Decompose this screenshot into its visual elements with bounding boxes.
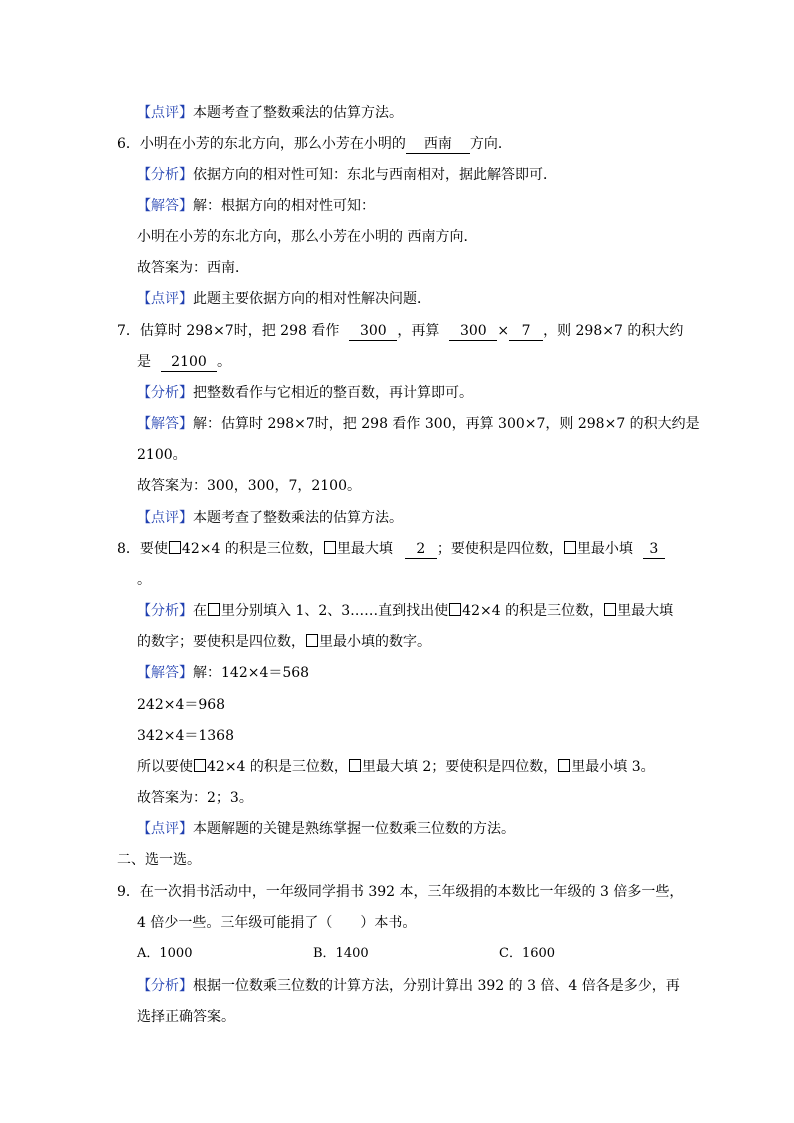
q7-answer-line2: 2100。 <box>137 447 187 463</box>
option-b: B．1400 <box>313 946 369 961</box>
q9-analysis-line2: 选择正确答案。 <box>137 1009 235 1025</box>
answer-blank: 300 <box>449 322 497 341</box>
blank-box-icon <box>169 541 181 554</box>
question-9: 9．在一次捐书活动中，一年级同学捐书 392 本，三年级捐的本数比一年级的 3 倍多一些， <box>117 884 684 900</box>
blank-box-icon <box>208 603 220 616</box>
q8-comment: 【点评】本题解题的关键是熟练掌握一位数乘三位数的方法。 <box>137 821 515 837</box>
blank-box-icon <box>558 759 570 772</box>
analysis-tag: 【分析】 <box>137 167 193 183</box>
q6-analysis: 【分析】依据方向的相对性可知：东北与西南相对，据此解答即可． <box>137 167 557 183</box>
blank-box-icon <box>604 603 616 616</box>
comment-tag: 【点评】 <box>137 510 193 526</box>
question-7: 7．估算时 298×7时，把 298 看作 300 ，再算 300 × 7 ，则 298×7 的积大约 <box>117 323 684 339</box>
blank-box-icon <box>194 759 206 772</box>
q8-analysis-line2: 的数字；要使积是四位数， 里最小填的数字。 <box>137 634 431 650</box>
q6-final-answer: 故答案为：西南． <box>137 260 249 276</box>
answer-tag: 【解答】 <box>137 198 193 214</box>
analysis-tag: 【分析】 <box>137 603 193 619</box>
comment-tag: 【点评】 <box>137 821 193 837</box>
q8-conclusion: 所以要使 42×4 的积是三位数， 里最大填 2；要使积是四位数， 里最小填 3。 <box>137 759 655 775</box>
q8-calc-line: 342×4＝1368 <box>137 728 234 744</box>
q7-final-answer: 故答案为：300，300，7，2100。 <box>137 478 361 494</box>
answer-tag: 【解答】 <box>137 416 193 432</box>
q8-answer: 【解答】解：142×4＝568 <box>137 665 310 681</box>
question-6: 6．小明在小芳的东北方向，那么小芳在小明的 西南 方向． <box>117 136 512 152</box>
answer-blank: 西南 <box>406 135 470 154</box>
blank-box-icon <box>324 541 336 554</box>
question-9-line2: 4 倍少一些。三年级可能捐了（ ）本书。 <box>137 915 417 931</box>
answer-blank: 300 <box>349 322 397 341</box>
q9-analysis: 【分析】根据一位数乘三位数的计算方法，分别计算出 392 的 3 倍、4 倍各是多少，再 <box>137 978 680 994</box>
q7-comment: 【点评】本题考查了整数乘法的估算方法。 <box>137 510 403 526</box>
q7-analysis: 【分析】把整数看作与它相近的整百数，再计算即可。 <box>137 385 473 401</box>
analysis-tag: 【分析】 <box>137 978 193 994</box>
q6-answer-line2: 小明在小芳的东北方向，那么小芳在小明的 西南方向． <box>137 229 478 245</box>
q5-comment: 【点评】本题考查了整数乘法的估算方法。 <box>137 105 403 121</box>
blank-box-icon <box>449 603 461 616</box>
q6-comment: 【点评】此题主要依据方向的相对性解决问题． <box>137 291 431 307</box>
answer-tag: 【解答】 <box>137 665 193 681</box>
blank-box-icon <box>306 634 318 647</box>
question-8-line2: 。 <box>137 572 151 588</box>
comment-tag: 【点评】 <box>137 105 193 121</box>
blank-box-icon <box>349 759 361 772</box>
q8-analysis: 【分析】在 里分别填入 1、2、3……直到找出使 42×4 的积是三位数， 里最大填 <box>137 603 674 619</box>
question-8: 8．要使 42×4 的积是三位数， 里最大填 2 ；要使积是四位数， 里最小填 3 <box>117 539 665 559</box>
q8-calc-line: 242×4＝968 <box>137 697 226 713</box>
section-heading: 二、选一选。 <box>117 852 201 868</box>
q6-answer: 【解答】解：根据方向的相对性可知： <box>137 198 375 214</box>
blank-box-icon <box>564 541 576 554</box>
comment-tag: 【点评】 <box>137 291 193 307</box>
question-7-line2: 是 2100 。 <box>137 354 231 370</box>
answer-blank: 3 <box>643 540 665 559</box>
q8-final-answer: 故答案为：2；3。 <box>137 790 253 806</box>
analysis-tag: 【分析】 <box>137 385 193 401</box>
answer-blank: 2 <box>405 540 437 559</box>
answer-blank: 7 <box>509 322 543 341</box>
answer-blank: 2100 <box>161 353 217 372</box>
q7-answer: 【解答】解：估算时 298×7时，把 298 看作 300，再算 300×7，则 298×7 的积大约是 <box>137 416 700 432</box>
option-a: A．1000 <box>137 946 193 961</box>
option-c: C．1600 <box>499 946 556 961</box>
